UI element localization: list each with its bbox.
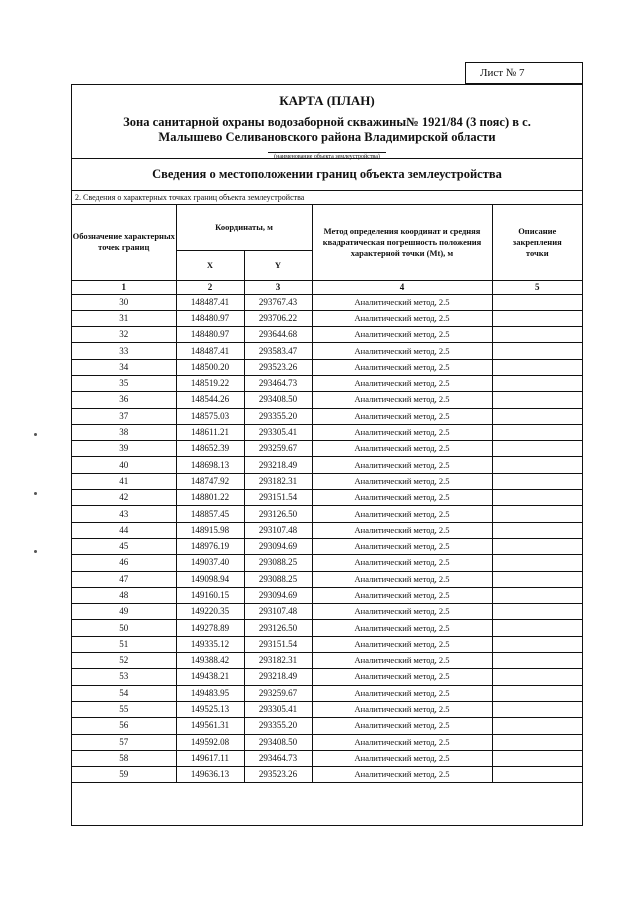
- table-row: [72, 408, 582, 424]
- table-row: [72, 734, 582, 750]
- x-cell: 149278.89: [176, 620, 244, 636]
- description-cell: [492, 750, 582, 766]
- table-row: [72, 392, 582, 408]
- table-row: [72, 587, 582, 603]
- table-row: [72, 636, 582, 652]
- description-cell: [492, 701, 582, 717]
- description-cell: [492, 310, 582, 326]
- column-number: 2: [176, 280, 244, 294]
- x-cell: 148519.22: [176, 375, 244, 391]
- x-cell: 149438.21: [176, 669, 244, 685]
- table-row: [72, 555, 582, 571]
- header-y: Y: [244, 250, 312, 280]
- table-row: [72, 327, 582, 343]
- description-cell: [492, 490, 582, 506]
- description-cell: [492, 669, 582, 685]
- y-cell: 293305.41: [244, 424, 312, 440]
- x-cell: 148747.92: [176, 473, 244, 489]
- point-cell: 59: [72, 767, 176, 783]
- method-cell: Аналитический метод, 2.5: [312, 604, 492, 620]
- point-cell: 49: [72, 604, 176, 620]
- x-cell: 148487.41: [176, 343, 244, 359]
- x-cell: 148915.98: [176, 522, 244, 538]
- table-row: [72, 750, 582, 766]
- table-row: [72, 343, 582, 359]
- method-cell: Аналитический метод, 2.5: [312, 636, 492, 652]
- point-cell: 41: [72, 473, 176, 489]
- header-description: Описание закрепления точки: [492, 205, 582, 280]
- y-cell: 293218.49: [244, 457, 312, 473]
- point-cell: 37: [72, 408, 176, 424]
- method-cell: Аналитический метод, 2.5: [312, 620, 492, 636]
- column-number: 1: [72, 280, 176, 294]
- method-cell: Аналитический метод, 2.5: [312, 718, 492, 734]
- point-cell: 48: [72, 587, 176, 603]
- x-cell: 148487.41: [176, 294, 244, 310]
- x-cell: 149592.08: [176, 734, 244, 750]
- description-cell: [492, 571, 582, 587]
- table-row: [72, 359, 582, 375]
- table-row: [72, 473, 582, 489]
- method-cell: Аналитический метод, 2.5: [312, 441, 492, 457]
- method-cell: Аналитический метод, 2.5: [312, 685, 492, 701]
- description-cell: [492, 636, 582, 652]
- method-cell: Аналитический метод, 2.5: [312, 327, 492, 343]
- y-cell: 293464.73: [244, 750, 312, 766]
- method-cell: Аналитический метод, 2.5: [312, 522, 492, 538]
- description-cell: [492, 587, 582, 603]
- y-cell: 293583.47: [244, 343, 312, 359]
- method-cell: Аналитический метод, 2.5: [312, 767, 492, 783]
- table-row: [72, 604, 582, 620]
- description-cell: [492, 408, 582, 424]
- y-cell: 293088.25: [244, 571, 312, 587]
- x-cell: 148575.03: [176, 408, 244, 424]
- column-number: 5: [492, 280, 582, 294]
- description-cell: [492, 538, 582, 554]
- method-cell: Аналитический метод, 2.5: [312, 669, 492, 685]
- description-cell: [492, 620, 582, 636]
- point-cell: 53: [72, 669, 176, 685]
- point-cell: 46: [72, 555, 176, 571]
- x-cell: 149335.12: [176, 636, 244, 652]
- point-cell: 30: [72, 294, 176, 310]
- point-cell: 31: [72, 310, 176, 326]
- method-cell: Аналитический метод, 2.5: [312, 490, 492, 506]
- method-cell: Аналитический метод, 2.5: [312, 343, 492, 359]
- method-cell: Аналитический метод, 2.5: [312, 424, 492, 440]
- y-cell: 293088.25: [244, 555, 312, 571]
- point-cell: 32: [72, 327, 176, 343]
- point-cell: 40: [72, 457, 176, 473]
- y-cell: 293107.48: [244, 604, 312, 620]
- x-cell: 148652.39: [176, 441, 244, 457]
- method-cell: Аналитический метод, 2.5: [312, 506, 492, 522]
- method-cell: Аналитический метод, 2.5: [312, 538, 492, 554]
- point-cell: 58: [72, 750, 176, 766]
- method-cell: Аналитический метод, 2.5: [312, 571, 492, 587]
- table-row: [72, 571, 582, 587]
- y-cell: 293464.73: [244, 375, 312, 391]
- method-cell: Аналитический метод, 2.5: [312, 359, 492, 375]
- x-cell: 148480.97: [176, 327, 244, 343]
- y-cell: 293408.50: [244, 392, 312, 408]
- y-cell: 293126.50: [244, 620, 312, 636]
- point-cell: 51: [72, 636, 176, 652]
- table-row: [72, 506, 582, 522]
- method-cell: Аналитический метод, 2.5: [312, 587, 492, 603]
- y-cell: 293408.50: [244, 734, 312, 750]
- table-row: [72, 424, 582, 440]
- point-cell: 36: [72, 392, 176, 408]
- header-coordinates: Координаты, м: [176, 205, 312, 250]
- method-cell: Аналитический метод, 2.5: [312, 294, 492, 310]
- method-cell: Аналитический метод, 2.5: [312, 701, 492, 717]
- point-cell: 42: [72, 490, 176, 506]
- x-cell: 149388.42: [176, 653, 244, 669]
- table-row: [72, 620, 582, 636]
- margin-punch-mark: [34, 492, 37, 495]
- point-cell: 34: [72, 359, 176, 375]
- x-cell: 149098.94: [176, 571, 244, 587]
- subtitle-line: Малышево Селивановского района Владимирской области: [158, 130, 496, 144]
- method-cell: Аналитический метод, 2.5: [312, 555, 492, 571]
- y-cell: 293355.20: [244, 718, 312, 734]
- description-cell: [492, 653, 582, 669]
- table-row: [72, 375, 582, 391]
- method-cell: Аналитический метод, 2.5: [312, 375, 492, 391]
- point-cell: 38: [72, 424, 176, 440]
- table-row: [72, 653, 582, 669]
- description-cell: [492, 473, 582, 489]
- y-cell: 293094.69: [244, 587, 312, 603]
- description-cell: [492, 424, 582, 440]
- y-cell: 293767.43: [244, 294, 312, 310]
- coordinates-table: [72, 205, 582, 783]
- method-cell: Аналитический метод, 2.5: [312, 734, 492, 750]
- y-cell: 293305.41: [244, 701, 312, 717]
- method-cell: Аналитический метод, 2.5: [312, 392, 492, 408]
- y-cell: 293259.67: [244, 441, 312, 457]
- table-row: [72, 767, 582, 783]
- x-cell: 148976.19: [176, 538, 244, 554]
- table-row: [72, 685, 582, 701]
- point-cell: 39: [72, 441, 176, 457]
- header-method: Метод определения координат и средняя квадратическая погрешность положения характерной точки (Mt), м: [312, 205, 492, 280]
- description-cell: [492, 734, 582, 750]
- table-row: [72, 441, 582, 457]
- point-cell: 45: [72, 538, 176, 554]
- point-cell: 57: [72, 734, 176, 750]
- x-cell: 149037.40: [176, 555, 244, 571]
- y-cell: 293151.54: [244, 490, 312, 506]
- y-cell: 293523.26: [244, 359, 312, 375]
- y-cell: 293706.22: [244, 310, 312, 326]
- column-number: 4: [312, 280, 492, 294]
- y-cell: 293182.31: [244, 653, 312, 669]
- x-cell: 148698.13: [176, 457, 244, 473]
- subtitle-caption: (наименование объекта землеустройства): [268, 152, 386, 161]
- point-cell: 33: [72, 343, 176, 359]
- description-cell: [492, 392, 582, 408]
- x-cell: 149617.11: [176, 750, 244, 766]
- document-frame: [71, 84, 583, 826]
- table-row: [72, 490, 582, 506]
- point-cell: 35: [72, 375, 176, 391]
- y-cell: 293182.31: [244, 473, 312, 489]
- description-cell: [492, 375, 582, 391]
- table-row: [72, 457, 582, 473]
- y-cell: 293107.48: [244, 522, 312, 538]
- y-cell: 293523.26: [244, 767, 312, 783]
- column-number: 3: [244, 280, 312, 294]
- margin-punch-mark: [34, 550, 37, 553]
- description-cell: [492, 441, 582, 457]
- sheet-number-label: Лист № 7: [465, 62, 583, 84]
- description-cell: [492, 343, 582, 359]
- x-cell: 149483.95: [176, 685, 244, 701]
- x-cell: 148611.21: [176, 424, 244, 440]
- y-cell: 293259.67: [244, 685, 312, 701]
- method-cell: Аналитический метод, 2.5: [312, 473, 492, 489]
- table-row: [72, 701, 582, 717]
- x-cell: 149525.13: [176, 701, 244, 717]
- x-cell: 148857.45: [176, 506, 244, 522]
- x-cell: 148801.22: [176, 490, 244, 506]
- description-cell: [492, 359, 582, 375]
- description-cell: [492, 767, 582, 783]
- document-subtitle: [72, 115, 582, 145]
- method-cell: Аналитический метод, 2.5: [312, 750, 492, 766]
- table-row: [72, 294, 582, 310]
- x-cell: 149160.15: [176, 587, 244, 603]
- table-row: [72, 310, 582, 326]
- point-cell: 47: [72, 571, 176, 587]
- subtitle-line: Зона санитарной охраны водозаборной скважины№ 1921/84 (3 пояс) в с.: [123, 115, 531, 129]
- description-cell: [492, 555, 582, 571]
- y-cell: 293218.49: [244, 669, 312, 685]
- point-cell: 44: [72, 522, 176, 538]
- title-block: [72, 85, 582, 159]
- method-cell: Аналитический метод, 2.5: [312, 653, 492, 669]
- table-row: [72, 669, 582, 685]
- table-body: [72, 294, 582, 783]
- method-cell: Аналитический метод, 2.5: [312, 457, 492, 473]
- point-cell: 43: [72, 506, 176, 522]
- header-x: X: [176, 250, 244, 280]
- description-cell: [492, 522, 582, 538]
- table-row: [72, 522, 582, 538]
- x-cell: 148544.26: [176, 392, 244, 408]
- description-cell: [492, 506, 582, 522]
- x-cell: 149636.13: [176, 767, 244, 783]
- description-cell: [492, 294, 582, 310]
- y-cell: 293644.68: [244, 327, 312, 343]
- description-cell: [492, 327, 582, 343]
- section-title: Сведения о местоположении границ объекта землеустройства: [72, 159, 582, 191]
- y-cell: 293126.50: [244, 506, 312, 522]
- y-cell: 293094.69: [244, 538, 312, 554]
- document-title: КАРТА (ПЛАН): [279, 93, 375, 108]
- method-cell: Аналитический метод, 2.5: [312, 408, 492, 424]
- point-cell: 55: [72, 701, 176, 717]
- table-row: [72, 718, 582, 734]
- point-cell: 50: [72, 620, 176, 636]
- y-cell: 293151.54: [244, 636, 312, 652]
- table-row: [72, 538, 582, 554]
- description-cell: [492, 457, 582, 473]
- description-cell: [492, 604, 582, 620]
- x-cell: 148500.20: [176, 359, 244, 375]
- point-cell: 52: [72, 653, 176, 669]
- sub-section-heading: 2. Сведения о характерных точках границ объекта землеустройства: [72, 191, 582, 205]
- method-cell: Аналитический метод, 2.5: [312, 310, 492, 326]
- y-cell: 293355.20: [244, 408, 312, 424]
- x-cell: 149220.35: [176, 604, 244, 620]
- header-point: Обозначение характерных точек границ: [72, 205, 176, 280]
- description-cell: [492, 685, 582, 701]
- description-cell: [492, 718, 582, 734]
- x-cell: 148480.97: [176, 310, 244, 326]
- x-cell: 149561.31: [176, 718, 244, 734]
- margin-punch-mark: [34, 433, 37, 436]
- point-cell: 56: [72, 718, 176, 734]
- point-cell: 54: [72, 685, 176, 701]
